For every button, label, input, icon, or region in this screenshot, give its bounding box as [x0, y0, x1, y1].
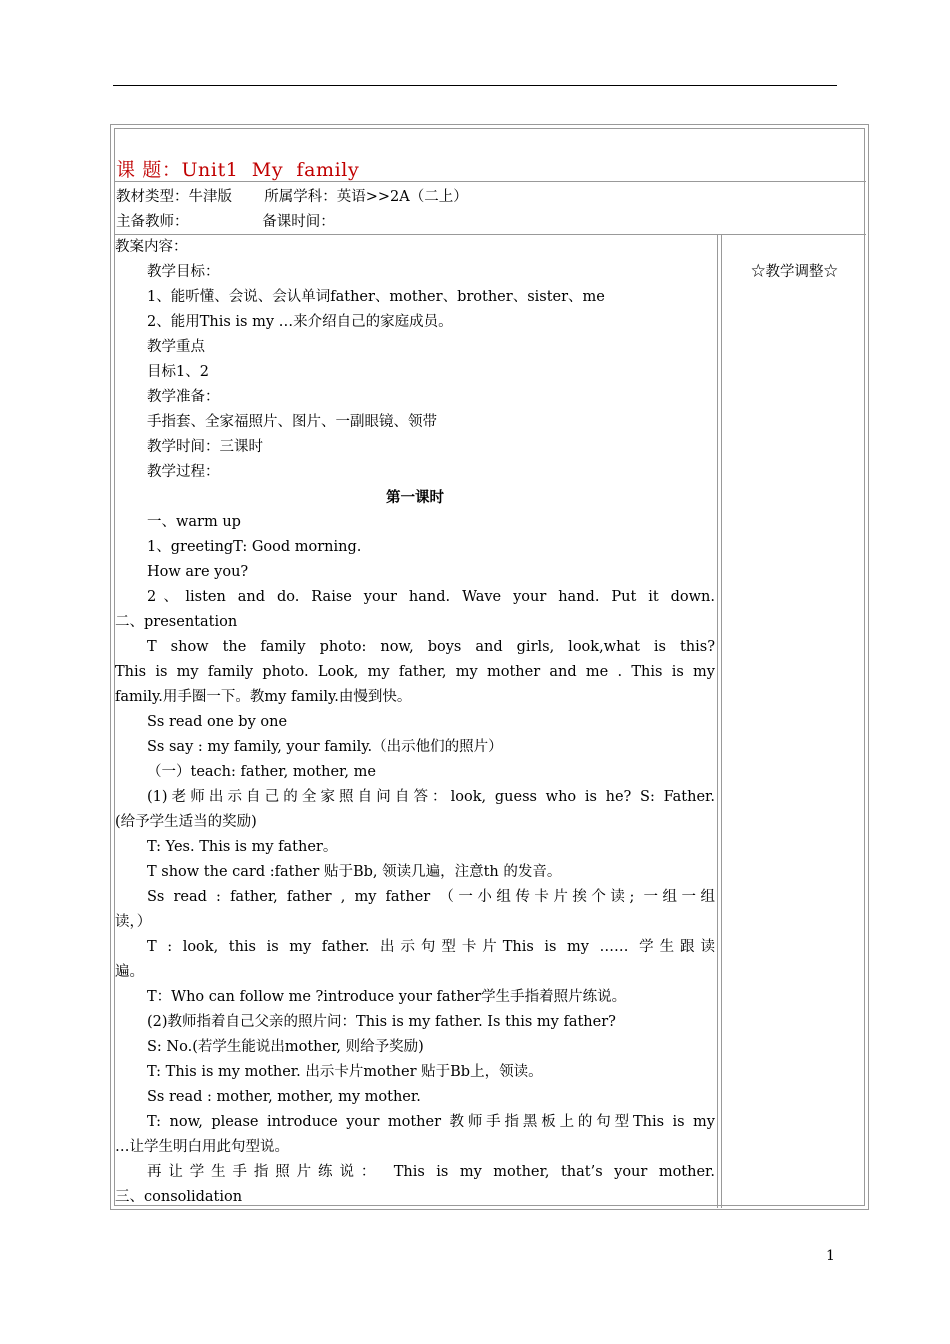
content-line: 教学过程：: [147, 464, 220, 480]
material-type-line: 教材类型：牛津版 所属学科：英语>>2A（二上）: [116, 189, 468, 205]
lesson-plan-table-inner: [114, 128, 865, 1206]
content-line: 教学重点: [147, 339, 205, 355]
content-line: 手指套、全家福照片、图片、一副眼镜、领带: [147, 414, 437, 430]
content-line: 读，）: [115, 914, 152, 930]
content-line: (1)老师出示自己的全家照自问自答：look, guess who is he? S: Father.: [147, 789, 715, 805]
teaching-adjustment-cell: [721, 235, 867, 1208]
content-line: 教学时间：三课时: [147, 439, 263, 455]
content-line: T : look, this is my father. 出示句型卡片This is my …… 学生跟读: [147, 939, 715, 955]
content-line: 1、能听懂、会说、会认单词father、mother、brother、sister、me: [147, 289, 605, 305]
content-line: Ss read : mother, mother, my mother.: [147, 1089, 421, 1105]
content-line: 遍。: [115, 964, 144, 980]
content-line: Ss say : my family, your family.（出示他们的照片）: [147, 739, 503, 755]
section-heading: 第一课时: [386, 489, 444, 506]
meta-row: [115, 182, 866, 235]
content-cell: [115, 235, 718, 1208]
content-line: This is my family photo. Look, my father, my mother and me . This is my: [115, 664, 715, 680]
page-number: 1: [826, 1248, 835, 1264]
content-line: How are you?: [147, 564, 249, 580]
content-line: 教学目标：: [147, 264, 220, 280]
content-line: …让学生明白用此句型说。: [115, 1139, 289, 1155]
content-line: Ss read one by one: [147, 714, 288, 730]
content-line: (给予学生适当的奖励): [115, 814, 257, 830]
content-line: 2、listen and do. Raise your hand. Wave your hand. Put it down.: [147, 589, 715, 605]
content-line: T：Who can follow me ?introduce your father学生手指着照片练说。: [147, 989, 627, 1005]
lesson-plan-table: [110, 124, 869, 1210]
content-label: 教案内容：: [115, 239, 188, 255]
title-row: [115, 129, 866, 182]
content-line: 教学准备：: [147, 389, 220, 405]
content-line: Ss read : father, father , my father （一小组传卡片挨个读; 一组一组: [147, 889, 715, 905]
content-line: S: No.(若学生能说出mother, 则给予奖励): [147, 1039, 424, 1055]
content-line: （一）teach: father, mother, me: [147, 764, 376, 780]
content-line: 目标1、2: [147, 364, 209, 380]
content-line: T show the family photo: now, boys and girls, look,what is this?: [147, 639, 715, 655]
content-line: family.用手圈一下。教my family.由慢到快。: [115, 689, 412, 705]
lesson-title: 课 题：Unit1 My family: [116, 159, 360, 181]
content-line: T: now, please introduce your mother 教师手指黑板上的句型This is my: [147, 1114, 715, 1130]
content-line: T: Yes. This is my father。: [147, 839, 338, 855]
content-line: 三、consolidation: [115, 1189, 243, 1205]
teacher-line: 主备教师： 备课时间：: [116, 214, 335, 230]
content-line: (2)教师指着自己父亲的照片问：This is my father. Is this my father?: [147, 1014, 616, 1030]
content-line: 2、能用This is my …来介绍自己的家庭成员。: [147, 314, 453, 330]
content-line: 二、presentation: [115, 614, 238, 630]
teaching-adjustment-label: ☆教学调整☆: [751, 264, 838, 280]
content-line: 1、greetingT: Good morning.: [147, 539, 362, 555]
content-line: T: This is my mother. 出示卡片mother 贴于Bb上，领读。: [147, 1064, 543, 1080]
content-line: 一、warm up: [147, 514, 241, 530]
header-rule: [113, 85, 837, 86]
content-line: T show the card :father 贴于Bb, 领读几遍，注意th 的发音。: [147, 864, 562, 880]
content-line: 再让学生手指照片练说： This is my mother, that’s your mother.: [147, 1164, 715, 1180]
